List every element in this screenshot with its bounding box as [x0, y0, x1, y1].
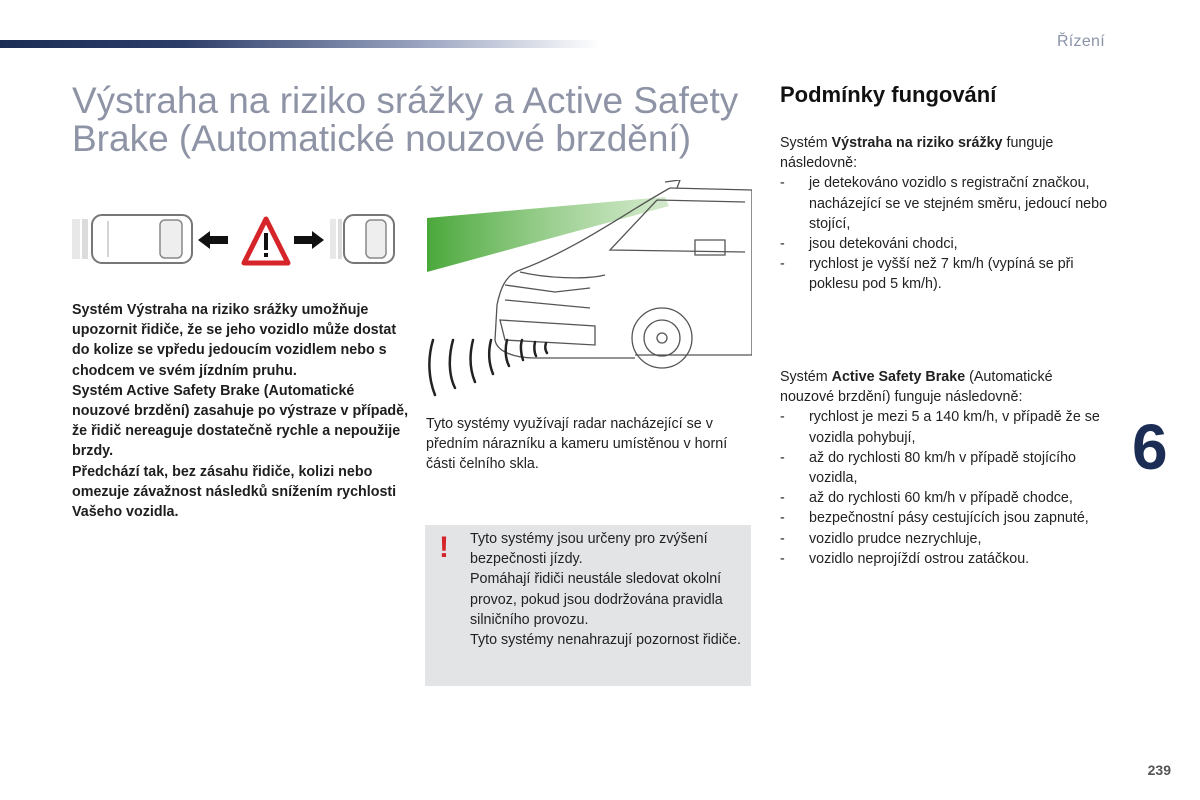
- page-title-line1: Výstraha na riziko srážky a Active Safety: [72, 80, 739, 121]
- warning-paragraph: Pomáhají řidiči neustále sledovat okolní provoz, pokud jsou dodržována pravidla silničního provozu.: [470, 571, 723, 628]
- list-item-text: vozidlo prudce nezrychluje,: [809, 530, 982, 547]
- list-dash: -: [780, 530, 785, 547]
- collision-diagram: [68, 205, 398, 275]
- list-item: [780, 234, 1110, 254]
- intro-text: [72, 300, 412, 522]
- list-item: [780, 549, 1110, 569]
- list-item: [780, 448, 1110, 488]
- double-arrow-icon: [198, 231, 228, 249]
- list-item-text: vozidlo neprojíždí ostrou zatáčkou.: [809, 550, 1030, 567]
- list-item-text: rychlost je vyšší než 7 km/h (vypíná se při poklesu pod 5 km/h).: [809, 256, 1074, 293]
- radar-waves-icon: [429, 340, 547, 395]
- list-item-text: až do rychlosti 80 km/h v případě stojícího vozidla,: [809, 449, 1077, 487]
- intro-post: (Automatické nouzové brzdění) funguje následovně:: [780, 369, 1053, 406]
- page-title: [72, 82, 752, 158]
- warning-paragraph: Tyto systémy jsou určeny pro zvýšení bezpečnosti jízdy.: [470, 531, 708, 568]
- system-name: Výstraha na riziko srážky: [831, 135, 1003, 151]
- conditions-intro: [780, 133, 1110, 173]
- warning-triangle-icon: [244, 219, 288, 263]
- conditions-block-brake: [780, 367, 1110, 569]
- list-dash: -: [780, 510, 785, 527]
- van-radar-illustration: [425, 180, 752, 400]
- intro-pre: Systém: [780, 135, 832, 151]
- conditions-list: [780, 173, 1110, 294]
- warning-paragraph: Tyto systémy nenahrazují pozornost řidiče.: [470, 632, 741, 649]
- caption-text: Tyto systémy využívají radar nacházející se v předním nárazníku a kameru umístěnou v horní části čelního skla.: [426, 416, 728, 473]
- list-item-text: až do rychlosti 60 km/h v případě chodce,: [809, 490, 1073, 507]
- list-dash: -: [780, 236, 785, 253]
- section-label: Řízení: [1056, 33, 1105, 50]
- list-item-text: bezpečnostní pásy cestujících jsou zapnuté,: [809, 510, 1089, 527]
- list-dash: -: [780, 175, 785, 192]
- list-dash: -: [780, 409, 785, 426]
- header-gradient-bar: [0, 40, 600, 48]
- conditions-block-collision: [780, 133, 1110, 295]
- system-name: Active Safety Brake: [831, 369, 966, 385]
- list-item-text: rychlost je mezi 5 a 140 km/h, v případě že se vozidla pohybují,: [809, 409, 1100, 446]
- list-item: [780, 254, 1110, 294]
- intro-pre: Systém: [780, 369, 832, 385]
- list-item: [780, 173, 1110, 234]
- warning-box: [425, 525, 751, 686]
- intro-post: funguje následovně:: [780, 135, 1054, 172]
- double-arrow-icon: [294, 231, 324, 249]
- intro-paragraph: Systém Active Safety Brake (Automatické nouzové brzdění) zasahuje po výstraze v případě, že řidič nereaguje dostatečně rychle a nepoužije brzdy.: [72, 382, 409, 460]
- van-top-view-icon: [72, 215, 192, 263]
- chapter-number: 6: [1132, 411, 1168, 483]
- list-dash: -: [780, 449, 785, 466]
- list-item: [780, 529, 1110, 549]
- list-dash: -: [780, 256, 785, 273]
- intro-paragraph: Systém Výstraha na riziko srážky umožňuje upozornit řidiče, že se jeho vozidlo může dostat do kolize se vpředu jedoucím vozidlem nebo s chodcem ve svém jízdním pruhu.: [72, 302, 397, 379]
- conditions-title: Podmínky fungování: [780, 82, 997, 107]
- van-top-view-icon: [330, 215, 394, 263]
- list-item: [780, 407, 1110, 447]
- list-dash: -: [780, 550, 785, 567]
- conditions-intro: [780, 367, 1110, 407]
- camera-beam-icon: [427, 197, 669, 272]
- list-item-text: je detekováno vozidlo s registrační značkou, nacházející se ve stejném směru, jedoucí nebo stojící,: [809, 175, 1108, 232]
- list-item: [780, 488, 1110, 508]
- page-number: 239: [1147, 762, 1171, 778]
- warning-text: [470, 529, 745, 650]
- radar-caption: [426, 414, 746, 475]
- intro-paragraph: Předchází tak, bez zásahu řidiče, kolizi nebo omezuje závažnost následků snížením rychlosti Vašeho vozidla.: [72, 463, 397, 521]
- conditions-list: [780, 407, 1110, 569]
- list-item: [780, 508, 1110, 528]
- list-item-text: jsou detekováni chodci,: [809, 236, 958, 253]
- list-dash: -: [780, 490, 785, 507]
- warning-exclamation-icon: !: [439, 531, 449, 564]
- page-title-line2: Brake (Automatické nouzové brzdění): [72, 118, 692, 159]
